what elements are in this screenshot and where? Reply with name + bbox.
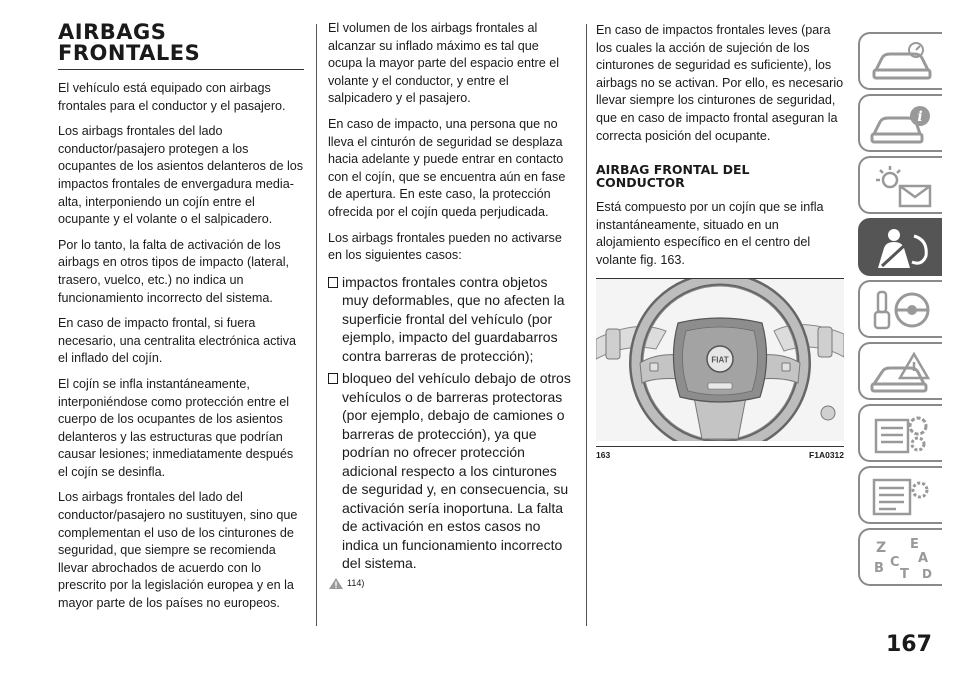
section-title-line-2: FRONTALES bbox=[58, 41, 201, 65]
index-letter: D bbox=[922, 567, 932, 580]
paragraph: El cojín se infla instantáneamente, interponiéndose como protección entre el cuerpo de los ocupantes de los asientos delanteros y las estructuras que podrían causar lesiones; inmediatamente después el cojín se desinfla. bbox=[58, 376, 294, 479]
key-steering-wheel-icon bbox=[870, 288, 934, 332]
column-3 bbox=[596, 22, 844, 460]
list-item-text: impactos frontales contra objetos muy deformables, que no afecten la superficie frontal del vehículo (por ejemplo, impacto del guardabarros contra barreras de protección); bbox=[342, 273, 565, 364]
warning-reference bbox=[328, 577, 576, 590]
column-divider bbox=[586, 24, 587, 626]
list-item bbox=[328, 273, 576, 366]
figure-code: F1A0312 bbox=[809, 449, 844, 460]
checkbox-bullet-icon bbox=[328, 277, 338, 288]
title-rule bbox=[58, 69, 304, 70]
paragraph: Los airbags frontales pueden no activarse en los siguientes casos: bbox=[328, 230, 562, 263]
warning-light-message-icon bbox=[870, 164, 934, 208]
index-letter: B bbox=[874, 561, 884, 576]
list-item-text: bloqueo del vehículo debajo de otros vehículos o de barreras protectoras (por ejemplo, debajo de camiones o barreras de protección), ya que podrían no ofrecer protección adicional respecto a los cinturones de seguridad y, en consecuencia, su activación sería inoportuna. La falta de activación en estos casos no indica un funcionamiento incorrecto del sistema. bbox=[342, 370, 571, 572]
column-divider bbox=[316, 24, 317, 626]
paragraph: Los airbags frontales del lado conductor/pasajero protegen a los ocupantes de los asientos delanteros de los impactos frontales de envergadura media-alta, interponiendo un cojín entre el ocupante y el volante o el salpicadero. bbox=[58, 124, 304, 227]
paragraph: Los airbags frontales del lado del conductor/pasajero no sustituyen, sino que complementan el uso de los cinturones de seguridad, que siempre se recomienda llevar abrochados de acuerdo con lo prescrito por la legislación europea y en la mayor parte de los países no europeos. bbox=[58, 490, 298, 611]
index-letter: A bbox=[918, 551, 929, 566]
car-dashboard-icon bbox=[870, 40, 934, 84]
paragraph: El vehículo está equipado con airbags frontales para el conductor y el pasajero. bbox=[58, 81, 286, 113]
subsection-title-line-1: AIRBAG FRONTAL DEL bbox=[596, 162, 750, 178]
figure-caption bbox=[596, 450, 844, 460]
index-letter: E bbox=[910, 537, 919, 552]
svg-text:i: i bbox=[917, 109, 923, 125]
warning-reference-number: 114) bbox=[347, 578, 365, 589]
figure-number: 163 bbox=[596, 449, 611, 460]
column-2 bbox=[328, 20, 576, 590]
chapter-tab-index[interactable] bbox=[858, 528, 942, 586]
subsection-title bbox=[596, 163, 844, 189]
subsection-title-line-2: CONDUCTOR bbox=[596, 175, 685, 191]
paragraph: En caso de impacto, una persona que no lleva el cinturón de seguridad se desplaza hacia adelante y puede entrar en contacto con el cojín, que se encuentra aún en fase de apertura. En este caso, la protección ofrecida por el cojín queda perjudicada. bbox=[328, 116, 566, 219]
page-number: 167 bbox=[886, 632, 932, 657]
checkbox-bullet-icon bbox=[328, 373, 338, 384]
fiat-logo: FIAT bbox=[711, 355, 729, 365]
seatbelt-airbag-icon bbox=[870, 226, 934, 270]
technical-data-icon bbox=[870, 474, 934, 518]
section-title bbox=[58, 22, 304, 64]
cases-list bbox=[328, 273, 576, 573]
alphabetical-index-icon bbox=[870, 536, 934, 580]
paragraph: El volumen de los airbags frontales al alcanzar su inflado máximo es tal que ocupa la mayor parte del espacio entre el volante y el conductor, y entre el salpicadero y el pasajero. bbox=[328, 21, 560, 106]
chapter-tab-dashboard[interactable] bbox=[858, 32, 942, 90]
paragraph: En caso de impacto frontal, si fuera necesario, una centralita electrónica activa el inflado del cojín. bbox=[58, 316, 297, 366]
paragraph: Por lo tanto, la falta de activación de los airbags en otros tipos de impacto (lateral, trasero, vuelco, etc.) no indica un funcionamiento incorrecto del sistema. bbox=[58, 237, 290, 305]
steering-wheel-illustration bbox=[596, 279, 844, 441]
list-item bbox=[328, 369, 576, 573]
car-info-icon bbox=[870, 102, 934, 146]
index-letter: Z bbox=[876, 540, 887, 556]
chapter-tab-technical-data[interactable] bbox=[858, 466, 942, 524]
chapter-tab-emergency[interactable] bbox=[858, 342, 942, 400]
warning-triangle-icon bbox=[328, 577, 344, 590]
maintenance-checklist-icon bbox=[870, 412, 934, 456]
index-letter: C bbox=[890, 555, 900, 570]
figure-163 bbox=[596, 278, 844, 460]
car-emergency-icon bbox=[870, 350, 934, 394]
chapter-tab-maintenance[interactable] bbox=[858, 404, 942, 462]
figure-bottom-rule bbox=[596, 446, 844, 447]
index-letter: T bbox=[900, 567, 909, 580]
chapter-tab-warnings[interactable] bbox=[858, 156, 942, 214]
paragraph: Está compuesto por un cojín que se infla instantáneamente, situado en un alojamiento específico en el centro del volante fig. 163. bbox=[596, 200, 824, 267]
paragraph: En caso de impactos frontales leves (para los cuales la acción de sujeción de los cinturones de seguridad es suficiente), los airbags no se activan. Por ello, es necesario llevar siempre los cinturones de seguridad, que en caso de impacto frontal aseguran la correcta posición del ocupante. bbox=[596, 23, 844, 143]
chapter-tab-info[interactable] bbox=[858, 94, 942, 152]
chapter-tab-safety[interactable] bbox=[858, 218, 942, 276]
section-title-line-1: AIRBAGS bbox=[58, 20, 167, 44]
chapter-tab-starting[interactable] bbox=[858, 280, 942, 338]
column-1 bbox=[58, 22, 304, 621]
